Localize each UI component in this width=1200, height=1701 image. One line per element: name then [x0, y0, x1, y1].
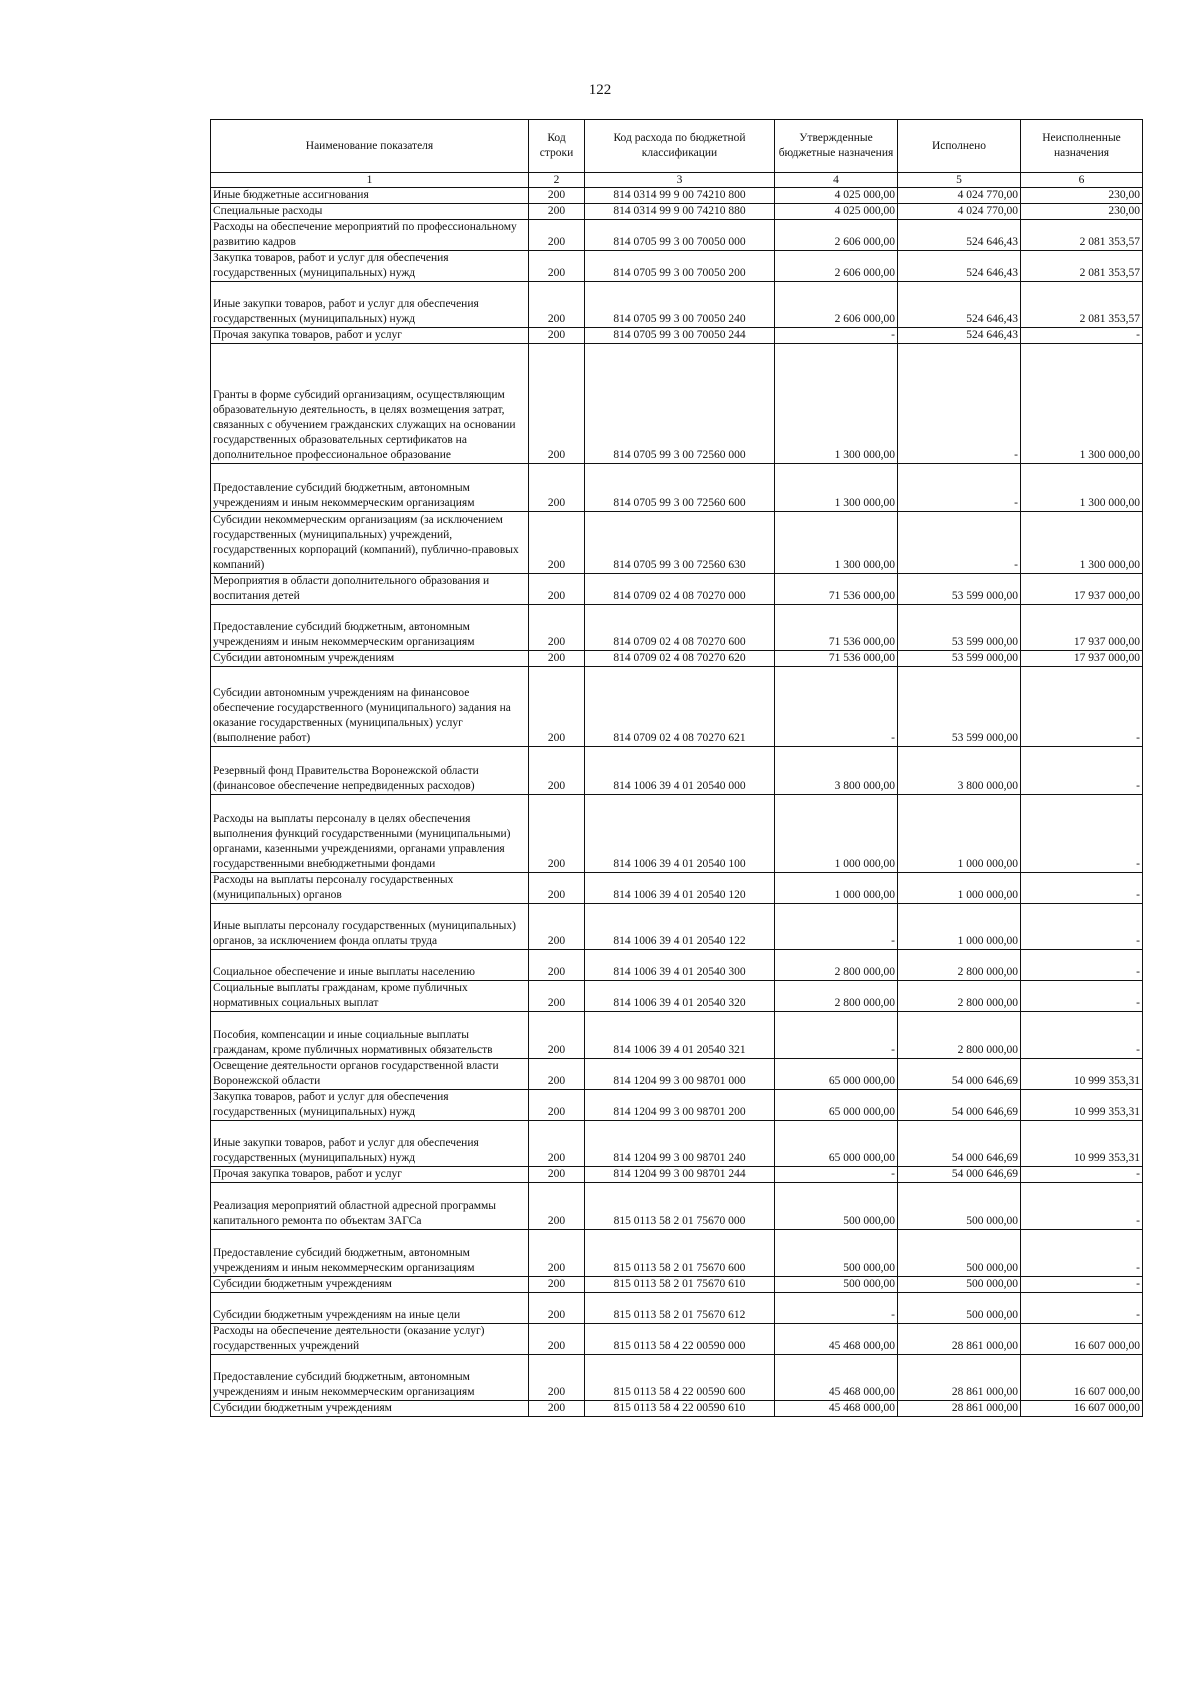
row-name: Закупка товаров, работ и услуг для обеспечения государственных (муниципальных) нужд [211, 251, 529, 282]
row-class-code: 814 1006 39 4 01 20540 120 [585, 873, 775, 904]
row-code: 200 [529, 1059, 585, 1090]
row-name: Пособия, компенсации и иные социальные выплаты гражданам, кроме публичных нормативных обязательств [211, 1012, 529, 1059]
row-name: Реализация мероприятий областной адресной программы капитального ремонта по объектам ЗАГСа [211, 1183, 529, 1230]
table-row [211, 1183, 1143, 1230]
header-row-code: Код строки [529, 120, 585, 173]
row-approved: - [775, 1167, 898, 1183]
row-approved: 1 300 000,00 [775, 344, 898, 464]
row-unexecuted: - [1021, 1230, 1143, 1277]
row-name: Иные бюджетные ассигнования [211, 188, 529, 204]
row-executed: 4 024 770,00 [898, 188, 1021, 204]
row-class-code: 814 1204 99 3 00 98701 200 [585, 1090, 775, 1121]
row-class-code: 814 1006 39 4 01 20540 300 [585, 950, 775, 981]
table-row [211, 747, 1143, 795]
row-executed: 524 646,43 [898, 282, 1021, 328]
row-code: 200 [529, 220, 585, 251]
row-executed: 1 000 000,00 [898, 795, 1021, 873]
row-code: 200 [529, 464, 585, 512]
row-executed: 53 599 000,00 [898, 651, 1021, 667]
row-name: Предоставление субсидий бюджетным, автономным учреждениям и иным некоммерческим организациям [211, 464, 529, 512]
row-approved: 45 468 000,00 [775, 1324, 898, 1355]
row-executed: 54 000 646,69 [898, 1121, 1021, 1167]
table-row [211, 1293, 1143, 1324]
row-class-code: 815 0113 58 4 22 00590 000 [585, 1324, 775, 1355]
budget-execution-table [210, 119, 1143, 1417]
row-executed: 2 800 000,00 [898, 950, 1021, 981]
table-row [211, 950, 1143, 981]
row-class-code: 814 1006 39 4 01 20540 321 [585, 1012, 775, 1059]
row-approved: - [775, 1293, 898, 1324]
row-unexecuted: 17 937 000,00 [1021, 651, 1143, 667]
row-name: Гранты в форме субсидий организациям, осуществляющим образовательную деятельность, в целях возмещения затрат, связанных с обучением гражданских служащих на основании государственных образовательных сертификатов на дополнительное профессиональное образование [211, 344, 529, 464]
row-executed: - [898, 512, 1021, 574]
row-code: 200 [529, 605, 585, 651]
table-row [211, 1230, 1143, 1277]
row-code: 200 [529, 873, 585, 904]
header-name: Наименование показателя [211, 120, 529, 173]
table-row [211, 574, 1143, 605]
row-approved: 500 000,00 [775, 1183, 898, 1230]
row-executed: 54 000 646,69 [898, 1059, 1021, 1090]
row-code: 200 [529, 1293, 585, 1324]
row-code: 200 [529, 1401, 585, 1417]
row-unexecuted: - [1021, 747, 1143, 795]
row-class-code: 814 1204 99 3 00 98701 244 [585, 1167, 775, 1183]
row-code: 200 [529, 1183, 585, 1230]
row-name: Прочая закупка товаров, работ и услуг [211, 1167, 529, 1183]
table-row [211, 1059, 1143, 1090]
row-name: Освещение деятельности органов государственной власти Воронежской области [211, 1059, 529, 1090]
col-number: 2 [529, 173, 585, 188]
row-code: 200 [529, 1230, 585, 1277]
row-name: Субсидии некоммерческим организациям (за исключением государственных (муниципальных) учреждений, государственных корпораций (компаний), публично-правовых компаний) [211, 512, 529, 574]
row-class-code: 814 0314 99 9 00 74210 880 [585, 204, 775, 220]
row-executed: 54 000 646,69 [898, 1090, 1021, 1121]
row-code: 200 [529, 795, 585, 873]
table-row [211, 328, 1143, 344]
row-approved: 2 800 000,00 [775, 950, 898, 981]
row-unexecuted: - [1021, 667, 1143, 747]
row-class-code: 815 0113 58 4 22 00590 600 [585, 1355, 775, 1401]
row-code: 200 [529, 747, 585, 795]
row-unexecuted: 1 300 000,00 [1021, 344, 1143, 464]
col-number: 1 [211, 173, 529, 188]
table-row [211, 344, 1143, 464]
row-executed: 524 646,43 [898, 328, 1021, 344]
row-executed: 1 000 000,00 [898, 904, 1021, 950]
row-executed: 2 800 000,00 [898, 1012, 1021, 1059]
table-row [211, 667, 1143, 747]
row-code: 200 [529, 1277, 585, 1293]
header-class-code: Код расхода по бюджетной классификации [585, 120, 775, 173]
row-class-code: 815 0113 58 2 01 75670 612 [585, 1293, 775, 1324]
row-code: 200 [529, 1012, 585, 1059]
row-approved: 500 000,00 [775, 1277, 898, 1293]
row-unexecuted: - [1021, 950, 1143, 981]
row-code: 200 [529, 1121, 585, 1167]
row-unexecuted: 16 607 000,00 [1021, 1401, 1143, 1417]
table-row [211, 188, 1143, 204]
table-row [211, 1167, 1143, 1183]
row-class-code: 814 1006 39 4 01 20540 122 [585, 904, 775, 950]
row-name: Предоставление субсидий бюджетным, автономным учреждениям и иным некоммерческим организациям [211, 605, 529, 651]
row-code: 200 [529, 328, 585, 344]
row-unexecuted: 10 999 353,31 [1021, 1059, 1143, 1090]
row-code: 200 [529, 512, 585, 574]
row-unexecuted: 230,00 [1021, 204, 1143, 220]
row-class-code: 814 0705 99 3 00 72560 600 [585, 464, 775, 512]
row-approved: 2 606 000,00 [775, 282, 898, 328]
row-unexecuted: - [1021, 1277, 1143, 1293]
row-code: 200 [529, 950, 585, 981]
table-row [211, 1277, 1143, 1293]
table-row [211, 512, 1143, 574]
row-approved: 1 000 000,00 [775, 795, 898, 873]
row-name: Иные закупки товаров, работ и услуг для обеспечения государственных (муниципальных) нужд [211, 282, 529, 328]
row-unexecuted: 16 607 000,00 [1021, 1355, 1143, 1401]
row-class-code: 814 0709 02 4 08 70270 000 [585, 574, 775, 605]
row-class-code: 814 0705 99 3 00 72560 000 [585, 344, 775, 464]
row-executed: 500 000,00 [898, 1230, 1021, 1277]
row-code: 200 [529, 667, 585, 747]
table-row [211, 981, 1143, 1012]
header-approved: Утвержденные бюджетные назначения [775, 120, 898, 173]
row-class-code: 814 0705 99 3 00 72560 630 [585, 512, 775, 574]
table-row [211, 795, 1143, 873]
row-name: Специальные расходы [211, 204, 529, 220]
row-class-code: 815 0113 58 2 01 75670 610 [585, 1277, 775, 1293]
row-executed: 28 861 000,00 [898, 1324, 1021, 1355]
row-executed: 28 861 000,00 [898, 1401, 1021, 1417]
row-unexecuted: - [1021, 1167, 1143, 1183]
row-executed: 524 646,43 [898, 220, 1021, 251]
row-code: 200 [529, 1355, 585, 1401]
row-executed: 2 800 000,00 [898, 981, 1021, 1012]
col-number: 3 [585, 173, 775, 188]
row-approved: - [775, 904, 898, 950]
row-approved: 4 025 000,00 [775, 204, 898, 220]
row-approved: 65 000 000,00 [775, 1090, 898, 1121]
row-code: 200 [529, 981, 585, 1012]
table-row [211, 1401, 1143, 1417]
row-unexecuted: 230,00 [1021, 188, 1143, 204]
row-name: Иные выплаты персоналу государственных (муниципальных) органов, за исключением фонда оплаты труда [211, 904, 529, 950]
row-name: Расходы на выплаты персоналу в целях обеспечения выполнения функций государственными (муниципальными) органами, казенными учреждениями, органами управления государственными внебюджетными фондами [211, 795, 529, 873]
row-executed: 500 000,00 [898, 1293, 1021, 1324]
row-unexecuted: 2 081 353,57 [1021, 282, 1143, 328]
row-approved: 1 300 000,00 [775, 464, 898, 512]
row-approved: - [775, 1012, 898, 1059]
row-name: Субсидии автономным учреждениям на финансовое обеспечение государственного (муниципального) задания на оказание государственных (муниципальных) услуг (выполнение работ) [211, 667, 529, 747]
row-approved: 2 800 000,00 [775, 981, 898, 1012]
row-class-code: 815 0113 58 4 22 00590 610 [585, 1401, 775, 1417]
row-class-code: 814 0709 02 4 08 70270 600 [585, 605, 775, 651]
row-unexecuted: - [1021, 328, 1143, 344]
row-code: 200 [529, 651, 585, 667]
row-approved: 4 025 000,00 [775, 188, 898, 204]
row-class-code: 814 1204 99 3 00 98701 240 [585, 1121, 775, 1167]
table-body [211, 188, 1143, 1417]
row-name: Резервный фонд Правительства Воронежской области (финансовое обеспечение непредвиденных расходов) [211, 747, 529, 795]
table-row [211, 873, 1143, 904]
row-name: Предоставление субсидий бюджетным, автономным учреждениям и иным некоммерческим организациям [211, 1230, 529, 1277]
row-class-code: 814 0705 99 3 00 70050 240 [585, 282, 775, 328]
header-executed: Исполнено [898, 120, 1021, 173]
row-approved: 3 800 000,00 [775, 747, 898, 795]
row-class-code: 814 1006 39 4 01 20540 320 [585, 981, 775, 1012]
row-executed: 53 599 000,00 [898, 605, 1021, 651]
row-name: Субсидии бюджетным учреждениям [211, 1401, 529, 1417]
table-row [211, 282, 1143, 328]
row-unexecuted: 10 999 353,31 [1021, 1121, 1143, 1167]
table-row [211, 605, 1143, 651]
row-name: Расходы на выплаты персоналу государственных (муниципальных) органов [211, 873, 529, 904]
row-name: Субсидии автономным учреждениям [211, 651, 529, 667]
row-name: Расходы на обеспечение мероприятий по профессиональному развитию кадров [211, 220, 529, 251]
row-unexecuted: - [1021, 981, 1143, 1012]
row-approved: 45 468 000,00 [775, 1401, 898, 1417]
row-executed: 53 599 000,00 [898, 574, 1021, 605]
table-row [211, 220, 1143, 251]
page-number: 122 [588, 82, 612, 98]
budget-table-container [210, 119, 1142, 1417]
row-name: Социальное обеспечение и иные выплаты населению [211, 950, 529, 981]
row-name: Закупка товаров, работ и услуг для обеспечения государственных (муниципальных) нужд [211, 1090, 529, 1121]
row-executed: - [898, 464, 1021, 512]
row-name: Субсидии бюджетным учреждениям на иные цели [211, 1293, 529, 1324]
row-unexecuted: 2 081 353,57 [1021, 251, 1143, 282]
row-class-code: 815 0113 58 2 01 75670 000 [585, 1183, 775, 1230]
col-number: 4 [775, 173, 898, 188]
row-class-code: 815 0113 58 2 01 75670 600 [585, 1230, 775, 1277]
row-unexecuted: - [1021, 1183, 1143, 1230]
table-row [211, 1355, 1143, 1401]
row-approved: 71 536 000,00 [775, 574, 898, 605]
row-code: 200 [529, 204, 585, 220]
row-name: Прочая закупка товаров, работ и услуг [211, 328, 529, 344]
table-row [211, 1121, 1143, 1167]
row-approved: 2 606 000,00 [775, 220, 898, 251]
row-unexecuted: 1 300 000,00 [1021, 464, 1143, 512]
row-name: Социальные выплаты гражданам, кроме публичных нормативных социальных выплат [211, 981, 529, 1012]
row-executed: 28 861 000,00 [898, 1355, 1021, 1401]
row-unexecuted: - [1021, 873, 1143, 904]
row-approved: - [775, 667, 898, 747]
row-approved: 45 468 000,00 [775, 1355, 898, 1401]
table-row [211, 1012, 1143, 1059]
row-executed: 500 000,00 [898, 1183, 1021, 1230]
row-name: Субсидии бюджетным учреждениям [211, 1277, 529, 1293]
row-approved: 71 536 000,00 [775, 651, 898, 667]
row-approved: 500 000,00 [775, 1230, 898, 1277]
table-row [211, 464, 1143, 512]
row-executed: 3 800 000,00 [898, 747, 1021, 795]
row-name: Мероприятия в области дополнительного образования и воспитания детей [211, 574, 529, 605]
row-class-code: 814 1006 39 4 01 20540 000 [585, 747, 775, 795]
row-class-code: 814 0709 02 4 08 70270 621 [585, 667, 775, 747]
row-unexecuted: 16 607 000,00 [1021, 1324, 1143, 1355]
row-approved: 1 300 000,00 [775, 512, 898, 574]
table-row [211, 251, 1143, 282]
row-unexecuted: 17 937 000,00 [1021, 605, 1143, 651]
table-row [211, 1324, 1143, 1355]
row-unexecuted: - [1021, 1293, 1143, 1324]
row-executed: 524 646,43 [898, 251, 1021, 282]
row-unexecuted: 1 300 000,00 [1021, 512, 1143, 574]
row-class-code: 814 1006 39 4 01 20540 100 [585, 795, 775, 873]
row-approved: 1 000 000,00 [775, 873, 898, 904]
row-code: 200 [529, 344, 585, 464]
table-row [211, 204, 1143, 220]
row-code: 200 [529, 1324, 585, 1355]
col-number: 6 [1021, 173, 1143, 188]
row-unexecuted: 17 937 000,00 [1021, 574, 1143, 605]
row-name: Иные закупки товаров, работ и услуг для обеспечения государственных (муниципальных) нужд [211, 1121, 529, 1167]
row-class-code: 814 1204 99 3 00 98701 000 [585, 1059, 775, 1090]
row-code: 200 [529, 904, 585, 950]
row-class-code: 814 0705 99 3 00 70050 244 [585, 328, 775, 344]
row-executed: 500 000,00 [898, 1277, 1021, 1293]
row-class-code: 814 0705 99 3 00 70050 000 [585, 220, 775, 251]
row-approved: 65 000 000,00 [775, 1059, 898, 1090]
row-code: 200 [529, 251, 585, 282]
header-unexecuted: Неисполненные назначения [1021, 120, 1143, 173]
row-approved: 71 536 000,00 [775, 605, 898, 651]
row-executed: - [898, 344, 1021, 464]
row-code: 200 [529, 188, 585, 204]
row-code: 200 [529, 574, 585, 605]
table-row [211, 651, 1143, 667]
table-row [211, 904, 1143, 950]
row-approved: - [775, 328, 898, 344]
row-approved: 65 000 000,00 [775, 1121, 898, 1167]
row-code: 200 [529, 282, 585, 328]
row-executed: 53 599 000,00 [898, 667, 1021, 747]
col-number: 5 [898, 173, 1021, 188]
table-header [211, 120, 1143, 188]
table-row [211, 1090, 1143, 1121]
row-executed: 54 000 646,69 [898, 1167, 1021, 1183]
row-name: Предоставление субсидий бюджетным, автономным учреждениям и иным некоммерческим организациям [211, 1355, 529, 1401]
row-name: Расходы на обеспечение деятельности (оказание услуг) государственных учреждений [211, 1324, 529, 1355]
row-unexecuted: 10 999 353,31 [1021, 1090, 1143, 1121]
row-executed: 1 000 000,00 [898, 873, 1021, 904]
row-class-code: 814 0705 99 3 00 70050 200 [585, 251, 775, 282]
row-unexecuted: 2 081 353,57 [1021, 220, 1143, 251]
row-unexecuted: - [1021, 904, 1143, 950]
row-code: 200 [529, 1090, 585, 1121]
row-unexecuted: - [1021, 795, 1143, 873]
row-code: 200 [529, 1167, 585, 1183]
row-approved: 2 606 000,00 [775, 251, 898, 282]
row-class-code: 814 0709 02 4 08 70270 620 [585, 651, 775, 667]
row-executed: 4 024 770,00 [898, 204, 1021, 220]
row-unexecuted: - [1021, 1012, 1143, 1059]
row-class-code: 814 0314 99 9 00 74210 800 [585, 188, 775, 204]
